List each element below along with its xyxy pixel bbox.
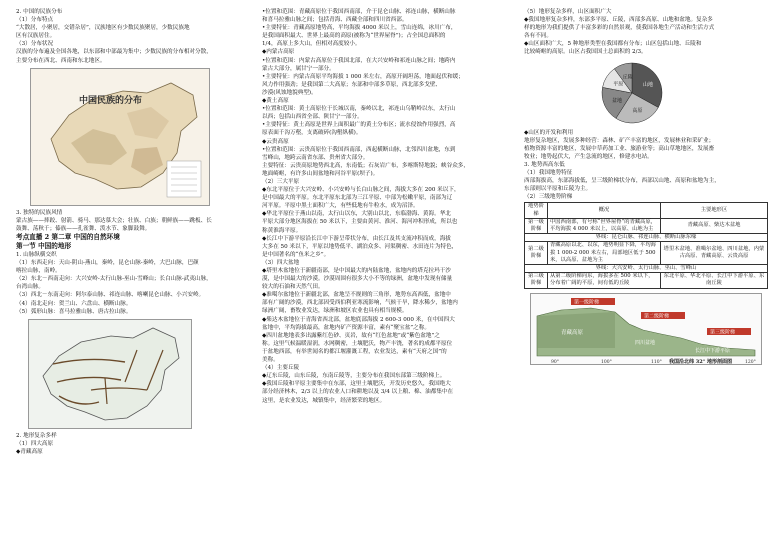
text-line: “大散居，小聚居，交错杂居”，汉族地区有少数民族聚居，少数民族地 bbox=[16, 25, 190, 32]
text-line: 2. 中国的民族分布 bbox=[16, 9, 63, 15]
pie-slice-label: 平原 bbox=[613, 81, 624, 88]
china-ethnic-map bbox=[30, 68, 210, 206]
text-line: （1）分布特点 bbox=[16, 17, 54, 24]
text-line: 样的地形为我们提供了丰富多彩的自然景观，使我国各地生产活动和生活方式 bbox=[524, 25, 715, 32]
text-line: 蒙古大部分，属甘宁一部分。 bbox=[262, 65, 335, 72]
table-boundary-row bbox=[525, 234, 768, 242]
pie-slice-label: 丘陵 bbox=[622, 74, 633, 81]
subsection-heading: 第一节 中国的地形 bbox=[16, 241, 72, 250]
table-cell-areas: 塔里木盆地、准噶尔盆地、四川盆地，内蒙古高原、青藏高原、云贵高原 bbox=[661, 242, 768, 265]
axis-tick: 120° bbox=[745, 359, 756, 364]
region-label: 四川盆地 bbox=[635, 339, 656, 346]
text-line: 蒙古族——摔跤、射箭、骑马、那达慕大会；壮族、白族；朝鲜族——跳板、长 bbox=[16, 217, 212, 224]
text-line: （2）三大平原 bbox=[262, 178, 300, 185]
column-right bbox=[524, 8, 768, 365]
text-line: （1）东西走向：天山-阴山-燕山，秦岭，昆仑山脉-秦岭，大巴山脉，巴颜 bbox=[16, 260, 199, 267]
terrain-profile-icon bbox=[531, 294, 761, 364]
text-line: （4）主要丘陵 bbox=[262, 365, 300, 372]
text-line: ◆东北平原位于大兴安岭、小兴安岭与长白山脉之间，海拔大多在 200 米以下， bbox=[262, 187, 460, 194]
text-line: 部有广阔的沙漠，西北部因受西伯利亚寒流影响，气候干旱，降水稀少，盆地内 bbox=[262, 300, 458, 307]
text-line: 雪峰山，地跨云南省东部、贵州省大部分。 bbox=[262, 154, 369, 161]
text-line: ◆柴达木盆地位于青海省西北部，盆地底部海拔 2 600-3 000 米，在中国四大 bbox=[262, 316, 455, 323]
table-cell-boundary: 界线：大兴安岭、太行山脉、巫山、雪峰山 bbox=[525, 265, 768, 273]
table-cell-desc: 中国西南部，有号称“世界屋脊”的青藏高原，平均海拔 4 000 米以上，以高原、山地为主 bbox=[548, 218, 661, 233]
table-cell-step: 第二级阶梯 bbox=[525, 242, 548, 265]
column-middle bbox=[262, 8, 510, 405]
axis-tick: 90° bbox=[551, 359, 559, 364]
terrain-pie-chart bbox=[586, 59, 678, 127]
text-line: •主要特征：黄土高原是世界上面积最广的黄土分布区；流水侵蚀作用强烈，高 bbox=[262, 122, 456, 129]
text-line: 以西；包括山西省全部、陕甘宁一部分。 bbox=[262, 114, 363, 121]
text-line: 3. 独特的民族风情 bbox=[16, 209, 63, 216]
text-line: 汉族的分布遍及全国各地，以东部和中部最为集中；少数民族的分布相对分散， bbox=[16, 49, 212, 56]
china-mountain-map bbox=[28, 319, 192, 429]
text-line: 主要分布在西北、西南和东北地区。 bbox=[16, 57, 106, 64]
text-line: ◆青藏高原 bbox=[16, 448, 43, 455]
text-line: •位置和范围：青藏高原位于我国西南部，介于昆仑山脉、祁连山脉，横断山脉 bbox=[262, 9, 456, 15]
text-line: ◆黄土高原 bbox=[262, 98, 289, 105]
text-line: 1. 山脉纵横交织 bbox=[16, 251, 57, 258]
text-line: （2）东北－西南走向：大兴安岭-太行山脉-巫山-雪峰山；长白山脉-武夷山脉， bbox=[16, 276, 212, 283]
text-line: 沙漠(风蚀地貌典型)。 bbox=[262, 89, 317, 96]
text-line: 1/4，高原上多大山，但相对高度较小。 bbox=[262, 41, 361, 48]
china-map-outline-icon bbox=[31, 69, 209, 205]
table-row bbox=[525, 218, 768, 233]
table-row bbox=[525, 242, 768, 265]
text-line: ◆山区的开发和利用 bbox=[524, 129, 574, 136]
text-line: 美称。 bbox=[262, 357, 279, 364]
column-left bbox=[16, 8, 248, 456]
text-line: （4）南北走向：贺兰山、六盘山、横断山脉。 bbox=[16, 300, 132, 307]
text-line: （2）三级地势阶梯 bbox=[524, 194, 573, 201]
text-line: 绿洲广阔，畜牧业发达，绿洲和坡区农业也具有相当规模。 bbox=[262, 308, 408, 315]
text-line: 较大的石油和天然气田。 bbox=[262, 284, 324, 291]
text-line: ◆我国地形复杂多样，东部多平原、丘陵，西部多高原、山地和盆地。复杂多 bbox=[524, 17, 713, 24]
terrain-profile-figure bbox=[530, 293, 762, 365]
text-line: ◆内蒙古高原 bbox=[262, 49, 295, 56]
text-line: 3. 地势西高东低 bbox=[524, 161, 565, 168]
text-line: ◆四川盆地地表多出露紫红色砂、页岩，故有“红色盆地”或“紫色盆地”之 bbox=[262, 332, 440, 339]
axis-tick: 110° bbox=[651, 359, 662, 364]
text-line: 区有汉族居住。 bbox=[16, 33, 56, 40]
text-line: 地形复杂地区，发展多种经营：森林、矿产丰富的地区，发展林业和采矿业； bbox=[524, 137, 715, 144]
section-heading: 考点直播 2 第二章 中国的自然环境 bbox=[16, 232, 120, 241]
text-line: 部分经济林木，2/3 以上的农业人口和耕地以及 3/4 以上粮、棉、油都集中在 bbox=[262, 389, 454, 396]
text-line: ◆塔里木盆地位于新疆南部，是中国最大的内陆盆地，盆地内的塔克拉玛干沙 bbox=[262, 268, 451, 274]
table-row bbox=[525, 273, 768, 288]
text-line: 鼓舞、荡秋千；傣族——孔雀舞、泼水节、象脚鼓舞。 bbox=[16, 225, 151, 232]
terrain-pie-icon bbox=[586, 59, 678, 127]
text-line: 这里，是农业发达，城镇集中，经济繁荣的地区。 bbox=[262, 397, 386, 404]
text-line: 东部则以平原和丘陵为主。 bbox=[524, 186, 592, 193]
text-line: 风力作用强劲；是我国第二大高原；东部和中部多草原，西北部多戈壁、 bbox=[262, 81, 442, 88]
table-cell-desc: 青藏高原以北、以东，地势明显下降，平均海拔 1 000-2 000 米左右，局部地区低于 500 米，以高原、盆地为主 bbox=[548, 242, 661, 265]
text-line: 原表面千沟万壑，支离破碎(沟壑纵横)。 bbox=[262, 130, 362, 137]
text-line: 于盆地西部，有举世闻名的都江堰灌溉工程，农业发达，素有“天府之国”的 bbox=[262, 348, 447, 355]
tier3-label: 第三级阶梯 bbox=[710, 329, 736, 336]
pie-slice-label: 盆地 bbox=[612, 97, 623, 104]
text-line: 盆地中，平均海拔最高，盆地内矿产资源丰富，素有“聚宝盆”之称。 bbox=[262, 324, 430, 331]
region-label: 青藏高原 bbox=[561, 329, 584, 336]
text-line: （5）地形复杂多样，山区面积广大 bbox=[524, 9, 612, 15]
text-line: 是中国著名的“鱼米之乡”。 bbox=[262, 251, 330, 258]
text-line: （3）西北－东南走向：阿尔泰山脉、祁连山脉、喀喇昆仑山脉、小兴安岭。 bbox=[16, 292, 205, 299]
text-line: （1）四大高原 bbox=[16, 440, 54, 447]
text-line: 漠，是中国最大的沙漠。沙漠周围有很多大小不等的绿洲，盆地中发现有储量 bbox=[262, 276, 453, 283]
text-line: 2. 地形复杂多样 bbox=[16, 432, 57, 439]
table-cell-step: 第一级阶梯 bbox=[525, 218, 548, 233]
text-line: 地面崎岖，有许多山间盆地和河谷平原(坝子)。 bbox=[262, 170, 379, 177]
text-line: ◆长江中下游平原沿长江中下游呈带状分布，由长江及其支流冲积而成，海拔 bbox=[262, 235, 451, 242]
pie-slice-label: 山地 bbox=[642, 81, 653, 88]
text-line: 主要特征：云贵高原地势西北高，东南低；石灰岩广布，多喀斯特地貌；峡谷众多， bbox=[262, 162, 469, 169]
text-line: 牧业；地势起伏大，产生急流的地区，修建水电站。 bbox=[524, 153, 653, 160]
table-cell-boundary: 界线：昆仑山脉、祁连山脉、横断山脉东缘 bbox=[525, 234, 768, 242]
tier1-label: 第一级阶梯 bbox=[574, 299, 600, 306]
text-line: 台湾山脉。 bbox=[16, 284, 44, 291]
table-cell-areas: 青藏高原、柴达木盆地 bbox=[661, 218, 768, 233]
region-label: 长江中下游平原 bbox=[695, 347, 731, 354]
text-line: •位置和范围：黄土高原位于长城以南，秦岭以北，祁连山乌鞘岭以东，太行山 bbox=[262, 106, 456, 113]
text-line: •主要特征：内蒙古高原平均海拔 1 000 米左右，高原开阔坦荡，地面起伏和缓； bbox=[262, 73, 464, 80]
table-cell-step: 第三级阶梯 bbox=[525, 273, 548, 288]
text-line: （1）我国地势特征 bbox=[524, 170, 573, 177]
table-boundary-row bbox=[525, 265, 768, 273]
text-line: •主要特征：青藏高原地势高，平均海拔 4000 米以上，雪山连绵，冰川广布， bbox=[262, 25, 457, 32]
mountain-ranges-map-icon bbox=[29, 320, 191, 428]
text-line: 河平原。平原中黑土面积广大，有些低地有牛粒水，成为沼泽。 bbox=[262, 203, 419, 210]
text-line: •位置和范围：云贵高原位于我国西南部，西起横断山脉，北邻四川盆地，东到 bbox=[262, 146, 456, 153]
pie-slice-label: 高原 bbox=[632, 107, 643, 114]
map1-title: 中国民族的分布 bbox=[79, 95, 143, 106]
terrain-steps-table bbox=[524, 202, 768, 288]
text-line: 和喜马拉雅山脉之间；包括青海、西藏全部和四川省西部。 bbox=[262, 17, 408, 24]
text-line: ◆华北平原位于燕山以南，太行山以东，大别山以北，东临渤海、黄海。华北 bbox=[262, 211, 451, 218]
text-line: •位置和范围：内蒙古高原位于我国北部，在大兴安岭和祁连山脉之间；地跨内 bbox=[262, 57, 456, 64]
table-cell-desc: 从第二级阶梯向东，海拔多在 500 米以下，分布着广阔的平原，间有低的丘陵 bbox=[548, 273, 661, 288]
text-line: 植物资源丰富的地区，发展中草药加工业、旅游业等；高山草地地区，发展畜 bbox=[524, 145, 715, 152]
text-line: ◆准噶尔盆地位于新疆北部，盆地呈不规则的三角形，地势东高西低，盆地中 bbox=[262, 292, 451, 299]
text-line: （5）弧形山脉：喜马拉雅山脉、唐古拉山脉。 bbox=[16, 308, 132, 315]
text-line: ◆山区面积广大，5 种地形类型在我国都有分布；山区包括山地、丘陵和 bbox=[524, 41, 702, 48]
tier2-label: 第二级阶梯 bbox=[644, 313, 670, 320]
table-header-cell: 概况 bbox=[548, 203, 661, 218]
table-cell-areas: 东北平原、华北平原、长江中下游平原、东南丘陵 bbox=[661, 273, 768, 288]
text-line: 各有不同。 bbox=[524, 33, 552, 40]
text-line: 平原大部分地区海拔在 50 米以下，主要由黄河、淮河、海河冲积形成，所以也 bbox=[262, 219, 458, 226]
text-line: 大多在 50 米以下，平原以地势低平、湖泊众多、河渠稠密、水田连片为特色， bbox=[262, 243, 458, 250]
text-line: 比较崎岖的高原。山区占我国国土总面积的 2/3。 bbox=[524, 49, 647, 56]
table-header-row bbox=[525, 203, 768, 218]
profile-caption: 我国沿北纬 32° 地形剖面图 bbox=[669, 358, 732, 364]
text-line: （3）分布状况 bbox=[16, 41, 54, 48]
text-line: ◆辽东丘陵，山东丘陵，东南丘陵等，主要分布在我国东部第三级阶梯上。 bbox=[262, 373, 446, 380]
text-line: 称。这里气候温暖湿润，水网稠密，土壤肥沃，物产丰饶，著名的成都平原位 bbox=[262, 340, 453, 347]
text-line: 西部海拔高，东部海拔低，呈三级阶梯状分布，西部以山地、高原和盆地为主， bbox=[524, 178, 720, 185]
text-line: 喀拉山脉，南岭。 bbox=[16, 268, 61, 275]
axis-tick: 100° bbox=[601, 359, 612, 364]
text-line: ◆我国丘陵和平原主要集中在东部，这里土壤肥沃，开发历史悠久，我国绝大 bbox=[262, 381, 451, 388]
text-line: 是我国面积最大、世界上最高的高原(被称为“世界屋脊”)；占全国总面积的 bbox=[262, 33, 446, 40]
table-header-cell: 地势阶梯 bbox=[525, 203, 548, 218]
text-line: 是中国最大的平原。东北平原东北部为三江平原、中部为松嫩平原，南部为辽 bbox=[262, 195, 453, 202]
text-line: ◆云贵高原 bbox=[262, 138, 289, 145]
text-line: （3）四大盆地 bbox=[262, 259, 300, 266]
table-header-cell: 主要地形区 bbox=[661, 203, 768, 218]
text-line: 称黄淮海平原。 bbox=[262, 227, 302, 234]
